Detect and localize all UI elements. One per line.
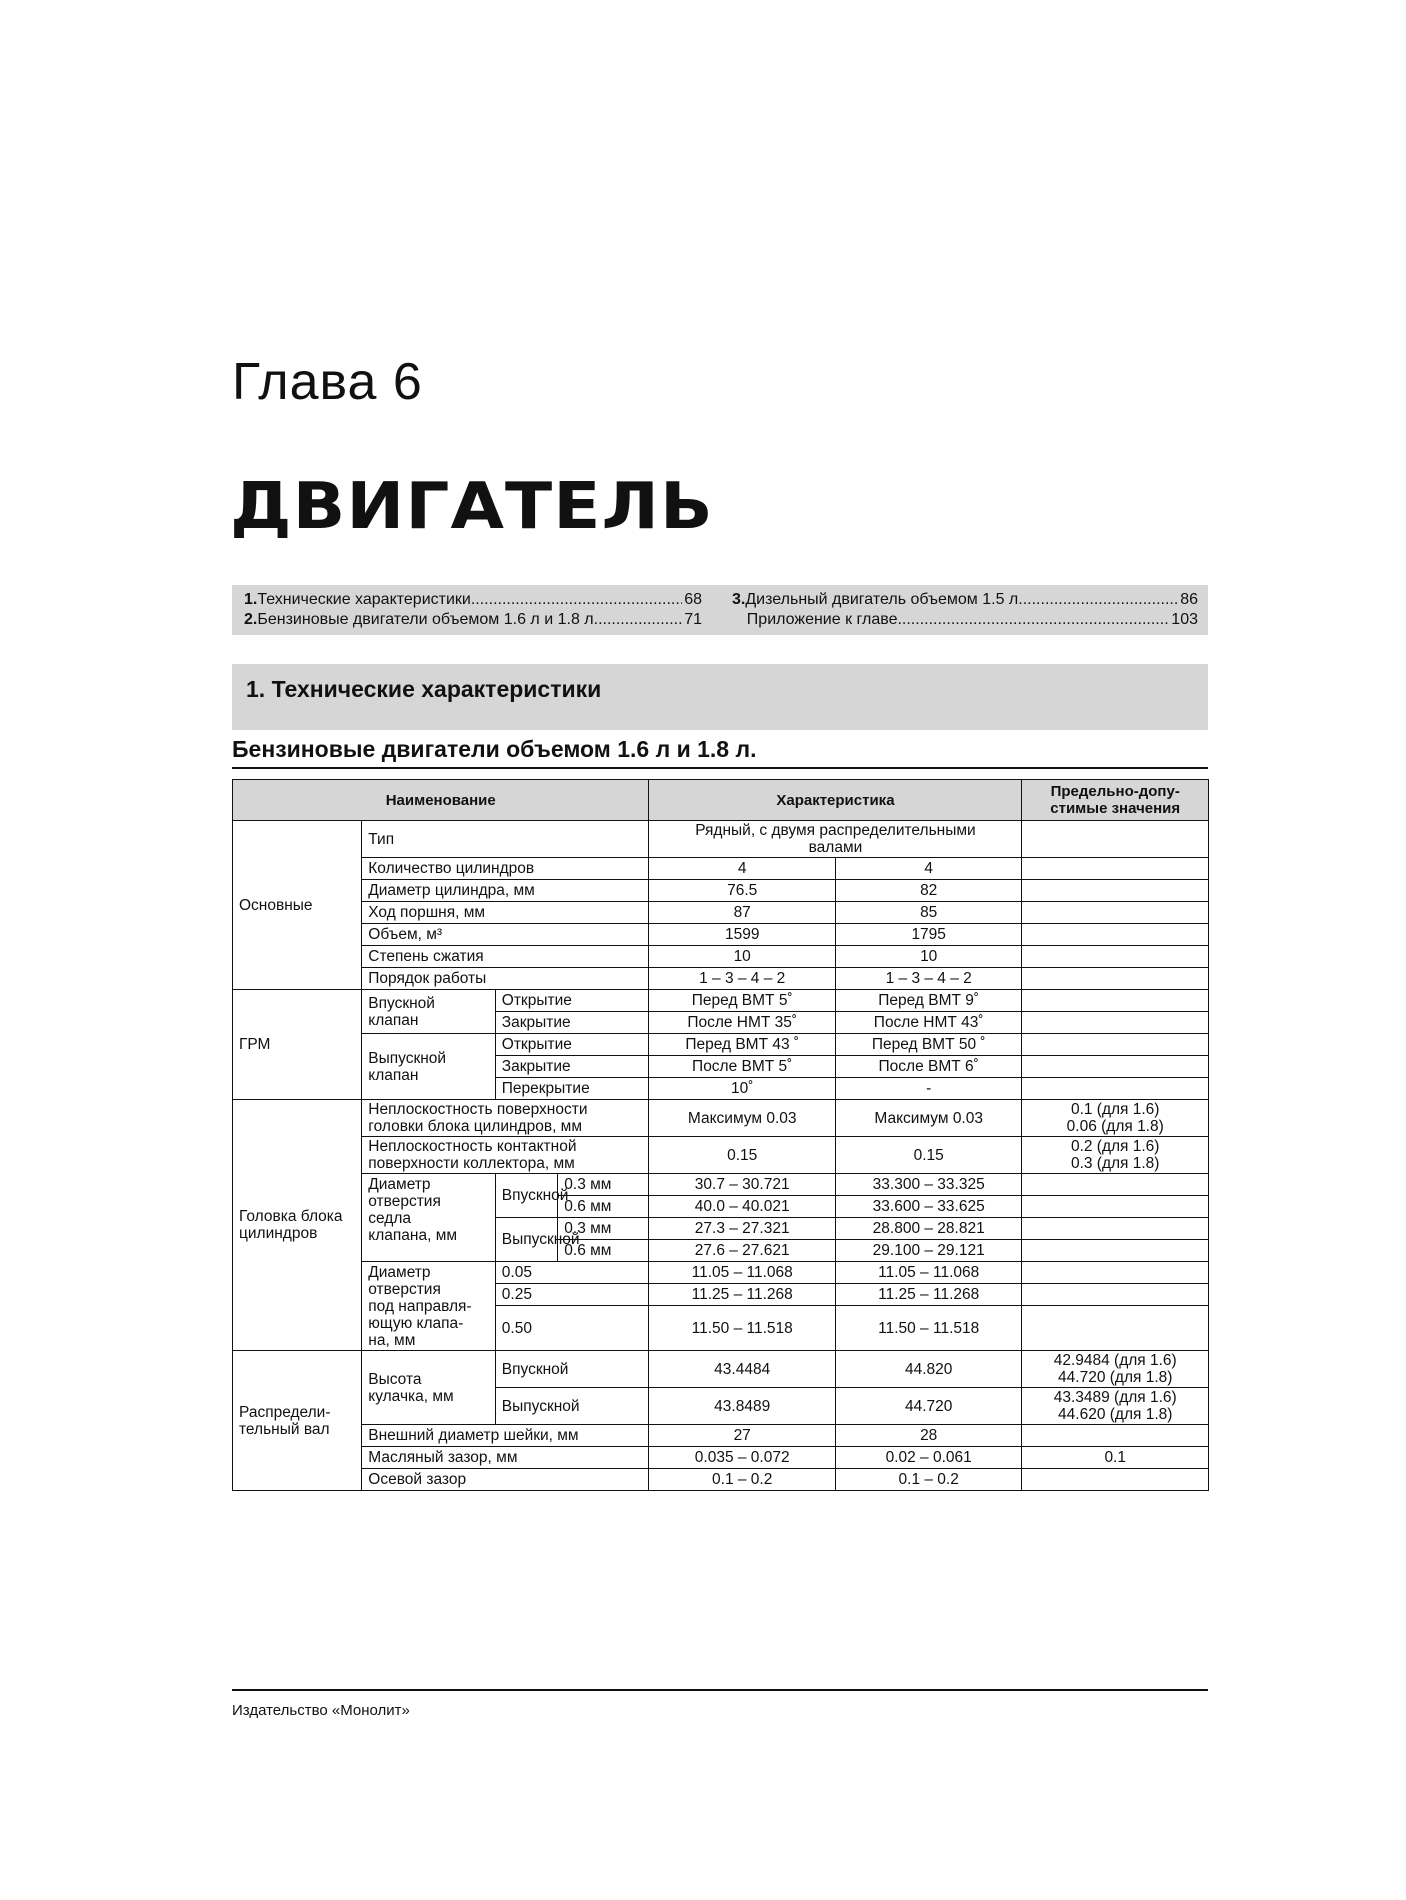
row-label: Закрытие [495,1056,649,1078]
row-value-1-6: 0.1 – 0.2 [649,1469,835,1491]
row-value-1-8: 0.1 – 0.2 [835,1469,1022,1491]
row-value-1-8: 1795 [835,924,1022,946]
row-label: Диаметр цилиндра, мм [362,880,649,902]
toc-number: 2. [244,611,258,628]
row-value-1-8: 0.02 – 0.061 [835,1447,1022,1469]
row-value: Рядный, с двумя распределительными валами [649,821,1022,858]
chapter-title: ДВИГАТЕЛЬ [230,470,714,544]
row-limit [1022,1034,1209,1056]
row-limit [1022,1306,1209,1351]
toc-leader [594,610,683,630]
row-value-1-8: 1 – 3 – 4 – 2 [835,968,1022,990]
row-value-1-8: - [835,1078,1022,1100]
toc-text: Дизельный двигатель объемом 1.5 л [745,591,1019,608]
row-label: 0.05 [495,1262,649,1284]
row-label: Закрытие [495,1012,649,1034]
row-value-1-6: 87 [649,902,835,924]
table-row [233,902,1209,924]
row-value-1-6: 11.05 – 11.068 [649,1262,835,1284]
row-value-1-6: 1599 [649,924,835,946]
table-row [233,946,1209,968]
row-value-1-6: 4 [649,858,835,880]
row-label: 0.25 [495,1284,649,1306]
row-value-1-8: 11.50 – 11.518 [835,1306,1022,1351]
row-label: Ход поршня, мм [362,902,649,924]
group-grm: ГРМ [233,990,362,1100]
toc-item[interactable] [232,610,702,630]
row-value-1-6: 43.8489 [649,1388,835,1425]
row-label: Степень сжатия [362,946,649,968]
table-row [233,990,1209,1012]
seat-diameter-label: Диаметр отверстия седла клапана, мм [362,1174,496,1262]
row-value-1-6: 40.0 – 40.021 [649,1196,835,1218]
row-label: Открытие [495,1034,649,1056]
table-row [233,1100,1209,1137]
toc-text: Технические характеристики [257,591,471,608]
row-label: Выпускной [495,1388,649,1425]
header-characteristic: Характеристика [649,780,1022,821]
row-value-1-6: После НМТ 35˚ [649,1012,835,1034]
row-limit [1022,1284,1209,1306]
row-limit: 0.1 [1022,1447,1209,1469]
guide-diameter-label: Диаметр отверстия под направля- ющую клапа- на, мм [362,1262,496,1351]
row-value-1-6: Перед ВМТ 43 ˚ [649,1034,835,1056]
row-value-1-6: Максимум 0.03 [649,1100,835,1137]
header-limit: Предельно-допу- стимые значения [1022,780,1209,821]
table-row [233,1034,1209,1056]
row-limit [1022,858,1209,880]
toc-text: Приложение к главе [746,611,898,628]
toc-page: 71 [684,611,702,628]
row-value-1-6: 27.6 – 27.621 [649,1240,835,1262]
row-label: Количество цилиндров [362,858,649,880]
row-limit [1022,902,1209,924]
row-limit [1022,880,1209,902]
row-label: Неплоскостность поверхности головки блока цилиндров, мм [362,1100,649,1137]
row-limit [1022,1218,1209,1240]
toc-item[interactable] [720,610,1198,630]
subsection-title: Бензиновые двигатели объемом 1.6 л и 1.8 л. [232,736,757,762]
toc-leader [1018,590,1178,610]
row-value-1-8: Максимум 0.03 [835,1100,1022,1137]
group-cylinder-head: Головка блока цилиндров [233,1100,362,1351]
row-value-1-8: Перед ВМТ 9˚ [835,990,1022,1012]
toc-number [720,610,747,630]
row-value-1-6: 27.3 – 27.321 [649,1218,835,1240]
subsection-underline [232,767,1208,769]
row-limit [1022,1469,1209,1491]
row-label: 0.3 мм [558,1174,649,1196]
row-limit [1022,1425,1209,1447]
row-limit: 0.2 (для 1.6) 0.3 (для 1.8) [1022,1137,1209,1174]
row-value-1-6: 10 [649,946,835,968]
row-limit [1022,946,1209,968]
row-limit: 0.1 (для 1.6) 0.06 (для 1.8) [1022,1100,1209,1137]
toc-page: 68 [684,591,702,608]
table-row [233,858,1209,880]
row-label: Неплоскостность контактной поверхности коллектора, мм [362,1137,649,1174]
seat-intake-label: Впускной [495,1174,558,1218]
row-value-1-8: 82 [835,880,1022,902]
table-row [233,880,1209,902]
publisher-footer: Издательство «Монолит» [232,1702,410,1719]
row-value-1-8: 11.05 – 11.068 [835,1262,1022,1284]
row-value-1-8: 33.600 – 33.625 [835,1196,1022,1218]
row-label: 0.50 [495,1306,649,1351]
toc-leader [897,610,1169,630]
row-value-1-6: 1 – 3 – 4 – 2 [649,968,835,990]
row-value-1-6: 11.50 – 11.518 [649,1306,835,1351]
row-limit: 43.3489 (для 1.6) 44.620 (для 1.8) [1022,1388,1209,1425]
section-title: 1. Технические характеристики [246,676,602,702]
row-value-1-6: 27 [649,1425,835,1447]
intake-valve-label: Впускной клапан [362,990,496,1034]
table-row [233,924,1209,946]
row-value-1-6: 0.035 – 0.072 [649,1447,835,1469]
row-value-1-8: 28 [835,1425,1022,1447]
row-label: Объем, м³ [362,924,649,946]
table-row [233,1425,1209,1447]
toc-item[interactable] [232,590,702,610]
row-label: Перекрытие [495,1078,649,1100]
row-label: Тип [362,821,649,858]
row-value-1-6: 43.4484 [649,1351,835,1388]
row-value-1-6: После ВМТ 5˚ [649,1056,835,1078]
toc-item[interactable] [720,590,1198,610]
row-label: Впускной [495,1351,649,1388]
row-label: Порядок работы [362,968,649,990]
row-limit [1022,1174,1209,1196]
toc-number: 1. [244,591,258,608]
row-limit [1022,968,1209,990]
row-limit: 42.9484 (для 1.6) 44.720 (для 1.8) [1022,1351,1209,1388]
table-row [233,1447,1209,1469]
row-label: Внешний диаметр шейки, мм [362,1425,649,1447]
row-limit [1022,1240,1209,1262]
spec-table [232,779,1209,1491]
row-label: 0.6 мм [558,1240,649,1262]
row-label: 0.6 мм [558,1196,649,1218]
row-limit [1022,1078,1209,1100]
group-main: Основные [233,821,362,990]
header-name: Наименование [233,780,649,821]
row-value-1-8: 4 [835,858,1022,880]
section-header [232,664,1208,730]
row-value-1-8: 29.100 – 29.121 [835,1240,1022,1262]
row-value-1-8: После ВМТ 6˚ [835,1056,1022,1078]
row-value-1-6: 0.15 [649,1137,835,1174]
footer-divider [232,1689,1208,1691]
cam-lift-label: Высота кулачка, мм [362,1351,496,1425]
row-limit [1022,1056,1209,1078]
seat-exhaust-label: Выпускной [495,1218,558,1262]
row-limit [1022,1262,1209,1284]
row-value-1-6: 11.25 – 11.268 [649,1284,835,1306]
toc-column-right [720,590,1198,630]
row-limit [1022,1012,1209,1034]
table-header-row [233,780,1209,821]
toc-number: 3. [732,591,746,608]
row-value-1-6: Перед ВМТ 5˚ [649,990,835,1012]
chapter-label: Глава 6 [232,353,423,411]
row-value-1-8: Перед ВМТ 50 ˚ [835,1034,1022,1056]
row-value-1-6: 10˚ [649,1078,835,1100]
row-value-1-8: 28.800 – 28.821 [835,1218,1022,1240]
row-label: Осевой зазор [362,1469,649,1491]
row-value-1-8: 44.820 [835,1351,1022,1388]
row-value-1-8: 33.300 – 33.325 [835,1174,1022,1196]
toc-page: 103 [1171,611,1198,628]
row-value-1-6: 30.7 – 30.721 [649,1174,835,1196]
table-row [233,968,1209,990]
group-camshaft: Распредели- тельный вал [233,1351,362,1491]
row-label: 0.3 мм [558,1218,649,1240]
row-limit [1022,821,1209,858]
toc-page: 86 [1180,591,1198,608]
row-value-1-8: После НМТ 43˚ [835,1012,1022,1034]
table-row [233,821,1209,858]
table-row [233,1137,1209,1174]
toc-column-left [232,590,702,630]
row-value-1-8: 10 [835,946,1022,968]
row-limit [1022,990,1209,1012]
row-value-1-6: 76.5 [649,880,835,902]
toc-text: Бензиновые двигатели объемом 1.6 л и 1.8 л [257,611,594,628]
exhaust-valve-label: Выпускной клапан [362,1034,496,1100]
row-label: Масляный зазор, мм [362,1447,649,1469]
row-limit [1022,924,1209,946]
table-row [233,1174,1209,1196]
toc-leader [471,590,682,610]
table-row [233,1262,1209,1284]
table-row [233,1351,1209,1388]
row-limit [1022,1196,1209,1218]
row-value-1-8: 44.720 [835,1388,1022,1425]
row-label: Открытие [495,990,649,1012]
row-value-1-8: 11.25 – 11.268 [835,1284,1022,1306]
row-value-1-8: 0.15 [835,1137,1022,1174]
row-value-1-8: 85 [835,902,1022,924]
table-row [233,1469,1209,1491]
table-of-contents [232,585,1208,635]
